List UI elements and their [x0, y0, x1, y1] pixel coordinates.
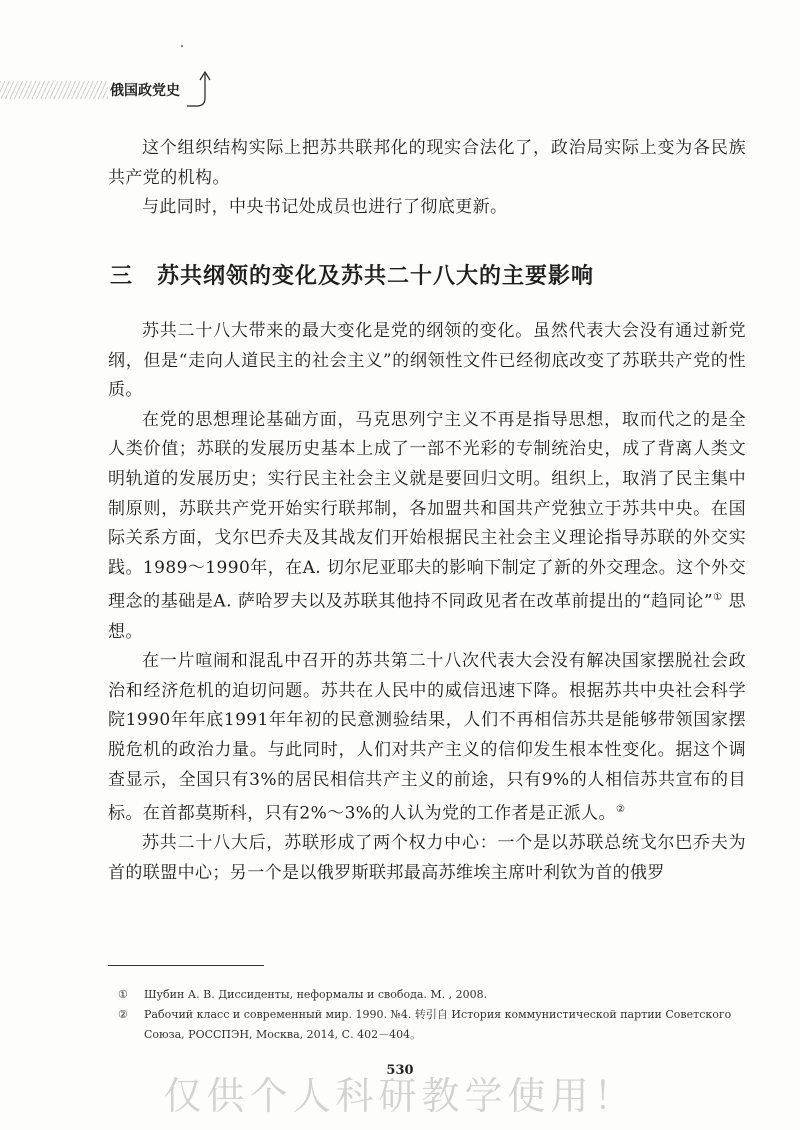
paragraph: 这个组织结构实际上把苏共联邦化的现实合法化了，政治局实际上变为各民族共产党的机构。 — [108, 138, 746, 188]
section-title: 苏共纲领的变化及苏共二十八大的主要影响 — [157, 264, 595, 289]
paragraph: 与此同时，中央书记处成员也进行了彻底更新。 — [142, 197, 508, 218]
body-text-before-section — [108, 134, 746, 223]
scan-speck — [181, 45, 183, 47]
page-number: 530 — [386, 1063, 414, 1078]
footnote — [118, 1005, 750, 1045]
footnote — [118, 985, 750, 1005]
watermark: 仅供个人科研教学使用！ — [163, 1074, 637, 1118]
paragraph-text: 苏共二十八大后，苏联形成了两个权力中心：一个是以苏联总统戈尔巴乔夫为首的联盟中心；另一个是以俄罗斯联邦最高苏维埃主席叶利钦为首的俄罗 — [108, 833, 746, 883]
footnote-ref: ① — [712, 592, 723, 604]
footnote-text: Шубин А. В. Диссиденты, неформалы и свобода. М. , 2008. — [144, 988, 488, 1001]
body-text-after-section — [108, 317, 746, 889]
paragraph — [108, 829, 746, 888]
footnote-text: Рабочий класс и современный мир. 1990. №4. 转引自 История коммунистической партии Советского Союза, РОССПЭН, Москва, 2014, С. 402－404。 — [144, 1008, 732, 1041]
footnote-ref: ② — [615, 804, 626, 816]
footnotes — [118, 985, 750, 1045]
footnote-mark: ① — [118, 988, 128, 1001]
section-number: 三 — [110, 264, 134, 289]
footnote-mark: ② — [118, 1008, 128, 1021]
section-heading — [110, 259, 594, 290]
paragraph-text: 在一片喧闹和混乱中召开的苏共第二十八次代表大会没有解决国家摆脱社会政治和经济危机的迫切问题。苏共在人民中的威信迅速下降。根据苏共中央社会科学院1990年年底1991年年初的民意测验结果，人们不再相信苏共是能够带领国家摆脱危机的政治力量。与此同时，人们对共产主义的信仰发生根本性变化。据这个调查显示，全国只有3%的居民相信共产主义的前途，只有9%的人相信苏共宣布的目标。在首都莫斯科，只有2%～3%的人认为党的工作者是正派人。 — [108, 651, 746, 824]
footnote-divider — [108, 965, 264, 966]
paragraph-text: 在党的思想理论基础方面，马克思列宁主义不再是指导思想，取而代之的是全人类价值；苏联的发展历史基本上成了一部不光彩的专制统治史，成了背离人类文明轨道的发展历史；实行民主社会主义就是要回归文明。组织上，取消了民主集中制原则，苏联共产党开始实行联邦制，各加盟共和国共产党独立于苏共中央。在国际关系方面，戈尔巴乔夫及其战友们开始根据民主社会主义理论指导苏联的外交实践。1989～1990年，在A. 切尔尼亚耶夫的影响下制定了新的外交理念。这个外交理念的基础是A. 萨哈罗夫以及苏联其他持不同政见者在改革前提出的“趋同论” — [108, 409, 746, 612]
paragraph-text: 思想。 — [108, 592, 746, 642]
header-title: 俄国政党史 — [110, 83, 180, 99]
paragraph — [108, 317, 746, 406]
header-arrow-icon — [185, 68, 225, 112]
paragraph-text: 苏共二十八大带来的最大变化是党的纲领的变化。虽然代表大会没有通过新党纲，但是“走向人道民主的社会主义”的纲领性文件已经彻底改变了苏联共产党的性质。 — [108, 321, 746, 401]
paragraph — [108, 406, 746, 647]
header-hatch-band — [0, 81, 108, 99]
paragraph — [108, 647, 746, 829]
